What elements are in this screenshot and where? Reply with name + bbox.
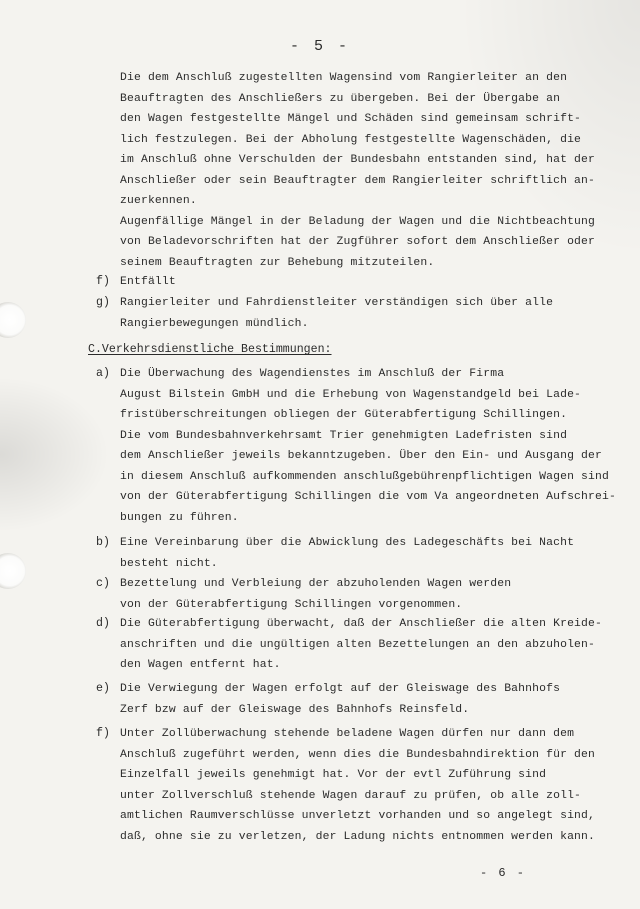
list-item-label: b) bbox=[96, 536, 110, 549]
list-item-b bbox=[96, 533, 616, 574]
text-line: Die Güterabfertigung überwacht, daß der Anschließer die alten Kreide- bbox=[120, 618, 602, 630]
text-line: Die vom Bundesbahnverkehrsamt Trier genehmigten Ladefristen sind bbox=[120, 429, 568, 442]
punch-hole-bottom bbox=[0, 553, 26, 589]
text-line: unter Zollverschluß stehende Wagen darauf zu prüfen, ob alle zoll- bbox=[120, 789, 582, 802]
text-line: den Wagen entfernt hat. bbox=[120, 659, 281, 671]
text-line: fristüberschreitungen obliegen der Güterabfertigung Schillingen. bbox=[120, 409, 568, 421]
text-line: Die dem Anschluß zugestellten Wagensind vom Rangierleiter an den bbox=[120, 72, 568, 84]
list-item-a bbox=[96, 364, 616, 528]
list-item-label: c) bbox=[96, 577, 110, 590]
text-line: Einzelfall jeweils genehmigt hat. Vor der evtl Zuführung sind bbox=[120, 769, 547, 781]
list-item-g bbox=[96, 293, 616, 334]
list-item-label: f) bbox=[96, 727, 110, 740]
text-line: amtlichen Raumverschlüsse unverletzt vorhanden und so angelegt sind, bbox=[120, 810, 596, 822]
text-line: bungen zu führen. bbox=[120, 511, 239, 524]
text-line: Die Überwachung des Wagendienstes im Anschluß der Firma bbox=[120, 368, 505, 380]
text-line: Beauftragten des Anschließers zu übergeben. Bei der Übergabe an bbox=[120, 92, 561, 105]
text-line: dem Anschließer jeweils bekanntzugeben. Über den Ein- und Ausgang der bbox=[120, 450, 602, 462]
page-number: - 5 - bbox=[289, 38, 350, 55]
next-page-marker: - 6 - bbox=[480, 866, 527, 880]
list-item-label: g) bbox=[96, 296, 110, 309]
text-line: Zerf bzw auf der Gleiswage des Bahnhofs Reinsfeld. bbox=[120, 703, 470, 716]
list-item-label: d) bbox=[96, 617, 110, 630]
text-line: anschriften und die ungültigen alten Bezettelungen an den abzuholen- bbox=[120, 638, 596, 651]
text-line: Rangierleiter und Fahrdienstleiter verständigen sich über alle bbox=[120, 297, 554, 309]
list-item-label: e) bbox=[96, 682, 110, 695]
text-line: lich festzulegen. Bei der Abholung festgestellte Wagenschäden, die bbox=[120, 133, 582, 146]
text-line: August Bilstein GmbH und die Erhebung von Wagenstandgeld bei Lade- bbox=[120, 388, 582, 401]
text-line: im Anschluß ohne Verschulden der Bundesbahn entstanden sind, hat der bbox=[120, 154, 596, 166]
text-line: Rangierbewegungen mündlich. bbox=[120, 317, 309, 330]
text-line: Entfällt bbox=[120, 276, 176, 288]
text-line: Anschluß zugeführt werden, wenn dies die Bundesbahndirektion für den bbox=[120, 748, 596, 761]
text-line: daß, ohne sie zu verletzen, der Ladung nichts entnommen werden kann. bbox=[120, 830, 596, 843]
list-item-f-top bbox=[96, 272, 616, 293]
list-item-f bbox=[96, 724, 616, 847]
text-line: Bezettelung und Verbleiung der abzuholenden Wagen werden bbox=[120, 578, 512, 590]
list-item-c bbox=[96, 574, 616, 615]
text-line: Unter Zollüberwachung stehende beladene Wagen dürfen nur dann dem bbox=[120, 728, 575, 740]
section-heading: C.Verkehrsdienstliche Bestimmungen: bbox=[88, 343, 332, 356]
intro-paragraph bbox=[120, 68, 640, 273]
text-line: von der Güterabfertigung Schillingen die vom Va angeordneten Aufschrei- bbox=[120, 491, 616, 503]
list-item-d bbox=[96, 614, 616, 676]
list-item-e bbox=[96, 679, 616, 720]
text-line: seinem Beauftragten zur Behebung mitzuteilen. bbox=[120, 256, 435, 269]
text-line: in diesem Anschluß aufkommenden anschlußgebührenpflichtigen Wagen sind bbox=[120, 470, 609, 483]
list-item-label: f) bbox=[96, 275, 110, 288]
text-line: Anschließer oder sein Beauftragter dem Rangierleiter schriftlich an- bbox=[120, 174, 596, 187]
text-line: den Wagen festgestellte Mängel und Schäden sind gemeinsam schrift- bbox=[120, 113, 582, 125]
text-line: von Beladevorschriften hat der Zugführer sofort dem Anschließer oder bbox=[120, 236, 596, 248]
punch-hole-top bbox=[0, 302, 26, 338]
text-line: besteht nicht. bbox=[120, 557, 218, 570]
text-line: von der Güterabfertigung Schillingen vorgenommen. bbox=[120, 598, 463, 611]
list-item-label: a) bbox=[96, 367, 110, 380]
text-line: zuerkennen. bbox=[120, 195, 197, 207]
text-line: Augenfällige Mängel in der Beladung der Wagen und die Nichtbeachtung bbox=[120, 215, 596, 228]
text-line: Die Verwiegung der Wagen erfolgt auf der Gleiswage des Bahnhofs bbox=[120, 683, 561, 695]
text-line: Eine Vereinbarung über die Abwicklung des Ladegeschäfts bei Nacht bbox=[120, 537, 575, 549]
